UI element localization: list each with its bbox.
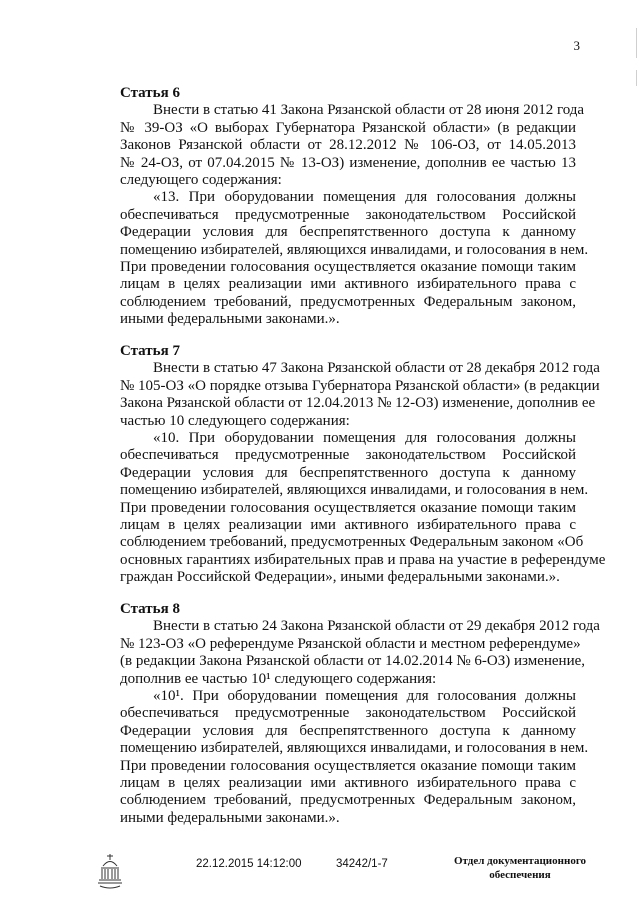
text-line: № 39-ОЗ «О выборах Губернатора Рязанской области» (в редакции (120, 119, 576, 136)
article-7 (120, 343, 606, 587)
text-line: помещению избирателей, являющихся инвалидами, и голосования в нем. (120, 740, 589, 757)
text-line: обеспечиваться предусмотренные законодательством Российской (120, 206, 576, 223)
text-line: «13. При оборудовании помещения для голосования должны (153, 189, 576, 206)
text-line: Законов Рязанской области от 28.12.2012 № 106-ОЗ, от 14.05.2013 (120, 137, 576, 154)
text-line: соблюдением требований, предусмотренных Федеральным законом, (120, 792, 576, 809)
text-line: обеспечиваться предусмотренные законодательством Российской (120, 705, 576, 722)
text-line: соблюдением требований, предусмотренных Федеральным законом, (120, 293, 576, 310)
text-line: При проведении голосования осуществляется оказание помощи таким (120, 499, 576, 516)
footer-department-line: Отдел документационного (453, 855, 587, 867)
text-line: помещению избирателей, являющихся инвалидами, и голосования в нем. (120, 241, 589, 258)
scan-edge-mark (636, 70, 637, 86)
duma-building-logo-icon (95, 852, 125, 892)
page-number: 3 (573, 38, 580, 53)
text-line: Внести в статью 41 Закона Рязанской области от 28 июня 2012 года (153, 102, 585, 119)
text-line: № 24-ОЗ, от 07.04.2015 № 13-ОЗ) изменение, дополнив ее частью 13 (120, 154, 576, 171)
text-line: основных гарантиях избирательных прав и права на участие в референдуме (120, 551, 606, 568)
text-line: лицам в целях реализации ими активного избирательного права с (120, 775, 576, 792)
text-line: лицам в целях реализации ими активного избирательного права с (120, 276, 576, 293)
text-line: № 105-ОЗ «О порядке отзыва Губернатора Рязанской области» (в редакции (120, 377, 600, 394)
text-line: дополнив ее частью 10¹ следующего содержания: (120, 670, 437, 687)
text-line: частью 10 следующего содержания: (120, 412, 350, 429)
text-line: Федерации условия для беспрепятственного доступа к данному (120, 464, 576, 481)
text-line: При проведении голосования осуществляется оказание помощи таким (120, 757, 576, 774)
article-heading: Статья 7 (120, 343, 180, 359)
footer-doc-code: 34242/1-7 (336, 858, 388, 870)
footer-datetime: 22.12.2015 14:12:00 (196, 858, 302, 870)
article-heading: Статья 8 (120, 601, 180, 617)
text-line: Федерации условия для беспрепятственного доступа к данному (120, 722, 576, 739)
text-line: № 123-ОЗ «О референдуме Рязанской области и местном референдуме» (120, 635, 581, 652)
text-line: Внести в статью 47 Закона Рязанской области от 28 декабря 2012 года (153, 360, 600, 377)
text-line: соблюдением требований, предусмотренных Федеральным законом «Об (120, 534, 584, 551)
text-line: Федерации условия для беспрепятственного доступа к данному (120, 224, 576, 241)
text-line: (в редакции Закона Рязанской области от 14.02.2014 № 6-ОЗ) изменение, (120, 653, 586, 670)
text-line: обеспечиваться предусмотренные законодательством Российской (120, 447, 576, 464)
text-line: Внести в статью 24 Закона Рязанской области от 29 декабря 2012 года (153, 618, 600, 635)
footer-department-line: обеспечения (489, 869, 551, 881)
article-6 (120, 85, 589, 329)
text-line: иными федеральными законами.». (120, 809, 340, 826)
text-line: помещению избирателей, являющихся инвалидами, и голосования в нем. (120, 482, 589, 499)
page-footer (0, 852, 640, 902)
text-line: При проведении голосования осуществляется оказание помощи таким (120, 259, 576, 276)
text-line: «10¹. При оборудовании помещения для голосования должны (153, 688, 576, 705)
text-line: граждан Российской Федерации», иными федеральными законами.». (120, 569, 560, 586)
scan-edge-mark (636, 28, 637, 58)
footer-department (440, 854, 600, 882)
text-line: «10. При оборудовании помещения для голосования должны (153, 430, 576, 447)
article-8 (120, 601, 600, 827)
text-line: Закона Рязанской области от 12.04.2013 № 12-ОЗ) изменение, дополнив ее (120, 395, 596, 412)
text-line: лицам в целях реализации ими активного избирательного права с (120, 517, 576, 534)
text-line: следующего содержания: (120, 172, 282, 189)
article-heading: Статья 6 (120, 85, 180, 101)
text-line: иными федеральными законами.». (120, 311, 340, 328)
